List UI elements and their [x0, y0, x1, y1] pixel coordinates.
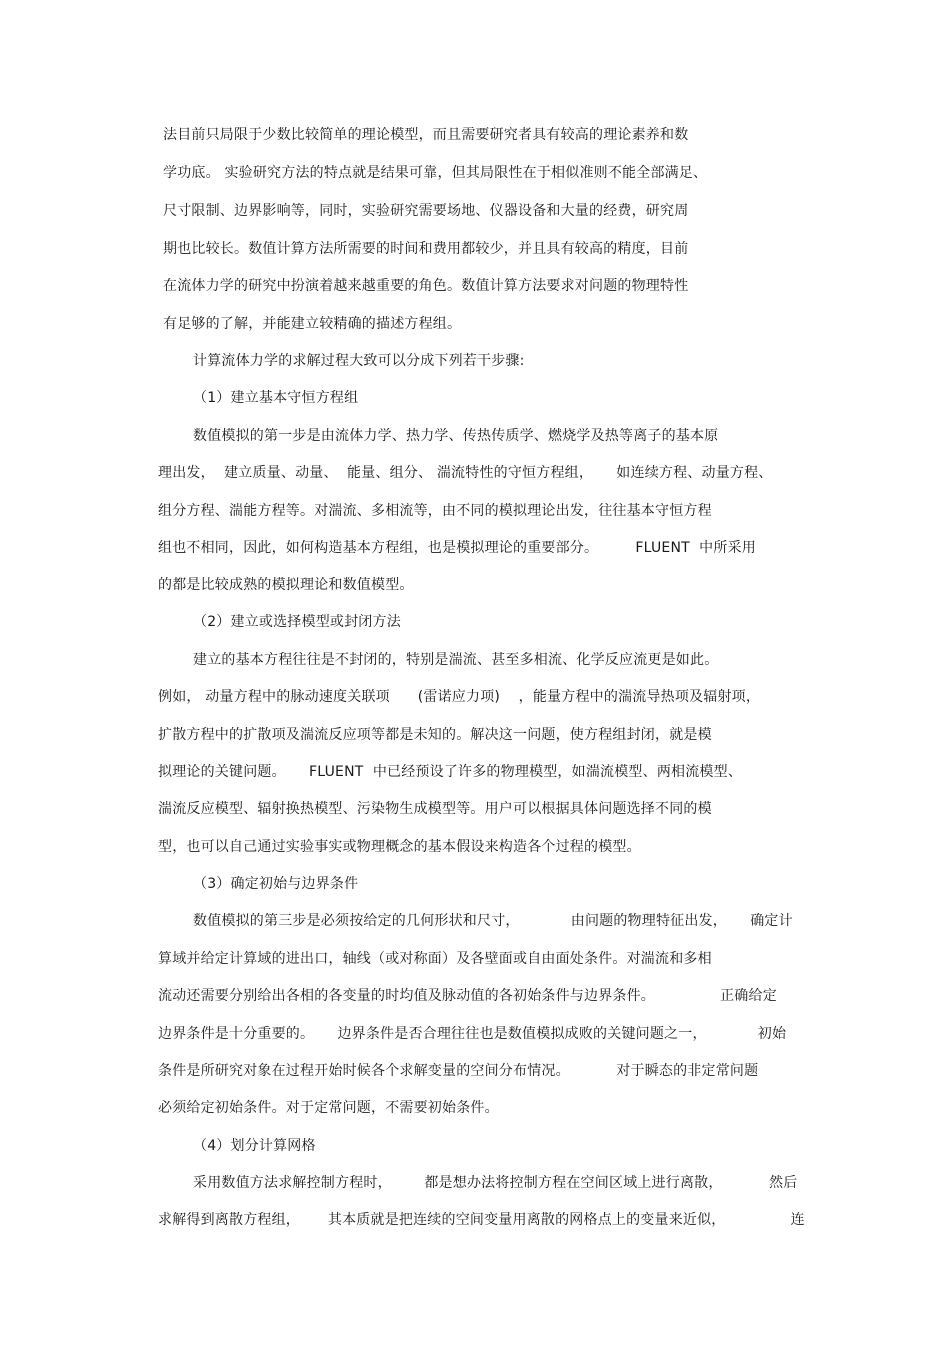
text-line: 有足够的了解，并能建立较精确的描述方程组。 — [163, 316, 462, 332]
text-line: 在流体力学的研究中扮演着越来越重要的角色。数值计算方法要求对问题的物理特性 — [163, 278, 689, 294]
section-heading: （4）划分计算网格 — [193, 1138, 316, 1154]
text-line: 的都是比较成熟的模拟理论和数值模型。 — [158, 577, 414, 593]
text-line: 数值模拟的第三步是必须按给定的几何形状和尺寸， 由问题的物理特征出发， 确定计 — [193, 913, 793, 929]
text-line: 必须给定初始条件。对于定常问题，不需要初始条件。 — [158, 1100, 499, 1116]
text-line: 算域并给定计算域的进出口，轴线（或对称面）及各壁面或自由面处条件。对湍流和多相 — [158, 951, 712, 967]
text-line: 湍流反应模型、辐射换热模型、污染物生成模型等。用户可以根据具体问题选择不同的模 — [158, 801, 712, 817]
text-line: 求解得到离散方程组， 其本质就是把连续的空间变量用离散的网格点上的变量来近似， 连 — [158, 1212, 805, 1228]
text-line: 组也不相同，因此，如何构造基本方程组，也是模拟理论的重要部分。 FLUENT 中所采用 — [158, 540, 756, 556]
section-heading: （3）确定初始与边界条件 — [193, 876, 359, 892]
text-line: 学功底。 实验研究方法的特点就是结果可靠，但其局限性在于相似准则不能全部满足、 — [163, 165, 708, 181]
text-line: 期也比较长。数值计算方法所需要的时间和费用都较少，并且具有较高的精度，目前 — [163, 241, 689, 257]
text-line: 尺寸限制、边界影响等，同时，实验研究需要场地、仪器设备和大量的经费，研究周 — [163, 203, 689, 219]
text-line: 扩散方程中的扩散项及湍流反应项等都是未知的。解决这一问题，使方程组封闭，就是模 — [158, 727, 712, 743]
text-line: 数值模拟的第一步是由流体力学、热力学、传热传质学、燃烧学及热等离子的基本原 — [193, 428, 719, 444]
text-line: 边界条件是十分重要的。 边界条件是否合理往往也是数值模拟成败的关键问题之一， 初始 — [158, 1026, 787, 1042]
text-line: 计算流体力学的求解过程大致可以分成下列若干步骤: — [193, 353, 525, 369]
text-line: 条件是所研究对象在过程开始时候各个求解变量的空间分布情况。 对于瞬态的非定常问题 — [158, 1063, 759, 1079]
text-line: 流动还需要分别给出各相的各变量的时均值及脉动值的各初始条件与边界条件。 正确给定 — [158, 988, 777, 1004]
text-line: 组分方程、湍能方程等。对湍流、多相流等，由不同的模拟理论出发，往往基本守恒方程 — [158, 503, 712, 519]
text-line: 理出发， 建立质量、动量、 能量、组分、 湍流特性的守恒方程组， 如连续方程、动量方程、 — [158, 465, 773, 481]
text-line: 法目前只局限于少数比较简单的理论模型，而且需要研究者具有较高的理论素养和数 — [163, 127, 689, 143]
text-line: 例如， 动量方程中的脉动速度关联项 (雷诺应力项) ，能量方程中的湍流导热项及辐射项， — [158, 689, 761, 705]
section-heading: （1）建立基本守恒方程组 — [193, 390, 359, 406]
text-line: 型，也可以自己通过实验事实或物理概念的基本假设来构造各个过程的模型。 — [158, 839, 641, 855]
text-line: 采用数值方法求解控制方程时， 都是想办法将控制方程在空间区域上进行离散， 然后 — [193, 1175, 798, 1191]
section-heading: （2）建立或选择模型或封闭方法 — [193, 614, 401, 630]
text-line: 拟理论的关键问题。 FLUENT 中已经预设了许多的物理模型，如湍流模型、两相流模型、 — [158, 764, 743, 780]
text-line: 建立的基本方程往往是不封闭的，特别是湍流、甚至多相流、化学反应流更是如此。 — [193, 652, 719, 668]
